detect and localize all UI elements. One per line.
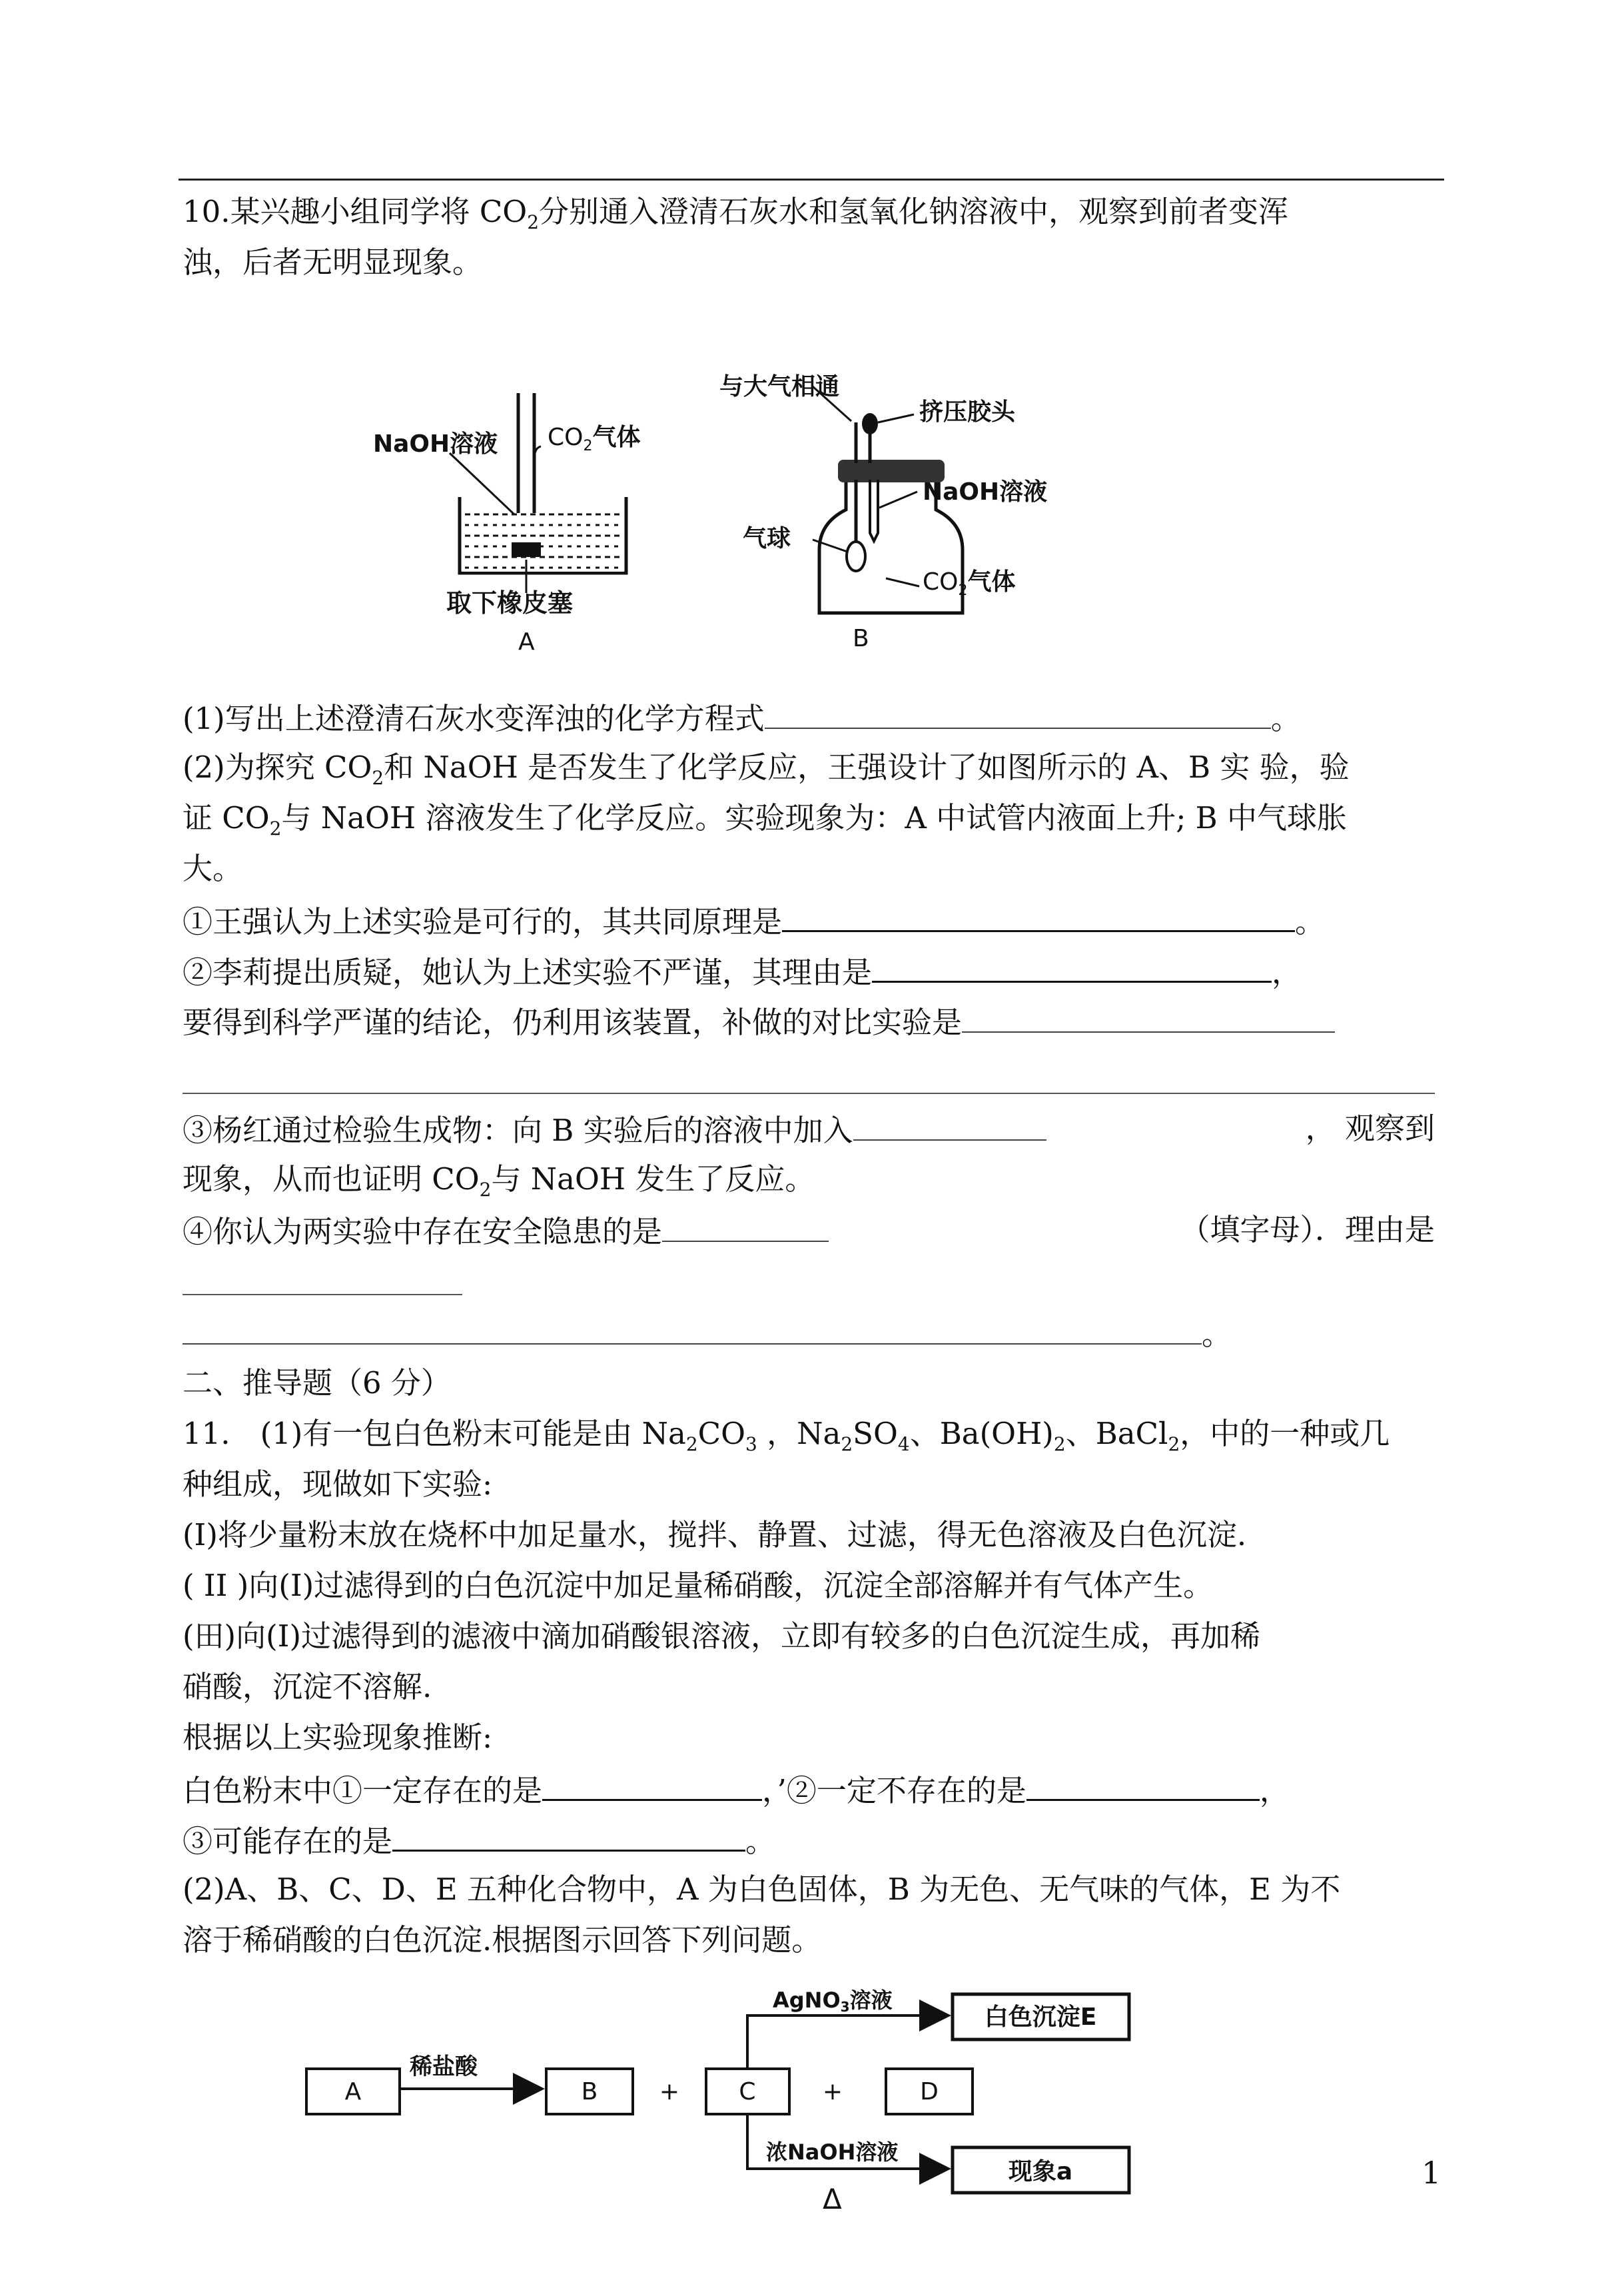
answer-blank-must-not-exist[interactable] xyxy=(1026,1768,1260,1801)
figure-b-caption: B xyxy=(853,625,869,652)
q11-infer: 根据以上实验现象推断: xyxy=(183,1720,493,1755)
box-e-label: 白色沉淀E xyxy=(984,2004,1097,2031)
q10-stem-line2: 浊，后者无明显现象。 xyxy=(183,245,483,280)
q10-sub4-b: 。 xyxy=(183,1313,1232,1355)
plus-sign-1: + xyxy=(659,2078,680,2105)
answer-blank-reason[interactable] xyxy=(872,950,1272,983)
answer-blank-may-exist[interactable] xyxy=(392,1819,745,1852)
answer-blank-control-exp[interactable] xyxy=(962,1001,1335,1033)
dropper-bulb xyxy=(862,413,878,434)
q10-sub3: ③杨红通过检验生成物：向 B 实验后的溶液中加入 ， 观察到 xyxy=(183,1109,1435,1151)
answer-blank-equation[interactable] xyxy=(765,697,1271,729)
header-rule xyxy=(179,179,1444,181)
label-co2-gas-b: $CO_2$气体 xyxy=(923,568,1016,599)
answer-blank-letter[interactable] xyxy=(662,1210,829,1242)
figure-b-apparatus xyxy=(719,366,1066,666)
label-balloon: 气球 xyxy=(743,525,791,552)
heat-symbol: Δ xyxy=(823,2183,842,2215)
label-naoh-solution: NaOH溶液 xyxy=(373,430,498,458)
q11-exp3: (田)向(I)过滤得到的滤液中滴加硝酸银溶液，立即有较多的白色沉淀生成，再加稀 xyxy=(183,1618,1261,1654)
section2-heading: 二、推导题（6 分） xyxy=(183,1365,451,1401)
reagent-dilute-hcl: 稀盐酸 xyxy=(410,2053,478,2080)
rubber-stopper xyxy=(512,542,541,557)
answer-blank-control-exp-cont[interactable] xyxy=(183,1093,1435,1094)
q10-part2-line1: (2)为探究 $CO_2$和 NaOH 是否发生了化学反应，王强设计了如图所示的 A、B 实 验，验 xyxy=(183,750,1350,789)
q10-sub4: ④你认为两实验中存在安全隐患的是 （填字母）．理由是 xyxy=(183,1210,1435,1252)
label-co2-gas: $CO_2$气体 xyxy=(548,424,641,454)
label-naoh-solution-b: NaOH溶液 xyxy=(923,478,1048,506)
label-squeeze-bulb: 挤压胶头 xyxy=(919,398,1016,426)
q10-sub3-b: 现象，从而也证明 $CO_2$与 NaOH 发生了反应。 xyxy=(183,1161,815,1201)
q10-sub2: ②李莉提出质疑，她认为上述实验不严谨，其理由是 ， xyxy=(183,950,1302,993)
figure-a-apparatus xyxy=(360,373,666,666)
answer-blank-must-exist[interactable] xyxy=(542,1768,762,1801)
answer-blank-safety-reason-cont[interactable] xyxy=(183,1313,1202,1345)
q10-part2-line2: 证 $CO_2$与 NaOH 溶液发生了化学反应。实验现象为：A 中试管内液面上升; B 中气球胀 xyxy=(183,800,1348,840)
q11-answer2: ③可能存在的是 。 xyxy=(183,1819,775,1862)
q10-part1: (1)写出上述澄清石灰水变浑浊的化学方程式 。 xyxy=(183,697,1301,739)
page-number: 1 xyxy=(1421,2155,1441,2191)
answer-blank-reagent[interactable] xyxy=(853,1109,1046,1141)
label-remove-stopper: 取下橡皮塞 xyxy=(446,588,574,618)
reagent-conc-naoh: 浓NaOH溶液 xyxy=(766,2139,899,2165)
figure-a-caption: A xyxy=(518,628,535,656)
answer-blank-principle[interactable] xyxy=(782,899,1295,932)
box-c-label: C xyxy=(739,2078,756,2105)
q11-line2: 种组成，现做如下实验: xyxy=(183,1466,493,1502)
q11-answer1: 白色粉末中①一定存在的是 ，’②一定不存在的是 ， xyxy=(183,1768,1290,1811)
box-a-label: A xyxy=(344,2078,362,2105)
reaction-flow-diagram xyxy=(280,1982,1212,2229)
q11-line1: 11. (1)有一包白色粉末可能是由 $Na_2CO_3$ ，$Na_2SO_4$、$Ba(OH)_2$、BaCl$_2$，中的一种或几 xyxy=(183,1416,1390,1455)
box-b-label: B xyxy=(581,2078,598,2105)
q11-exp2: ( II )向(I)过滤得到的白色沉淀中加足量稀硝酸，沉淀全部溶解并有气体产生。 xyxy=(183,1568,1214,1603)
arrow-c-to-e xyxy=(747,2015,946,2067)
q11-part2-line1: (2)A、B、C、D、E 五种化合物中，A 为白色固体，B 为无色、无气味的气体，E 为不 xyxy=(183,1872,1341,1907)
dropper-tube xyxy=(870,480,878,541)
q11-exp1: (I)将少量粉末放在烧杯中加足量水，搅拌、静置、过滤，得无色溶液及白色沉淀. xyxy=(183,1517,1247,1552)
box-phenomenon-label: 现象a xyxy=(1008,2158,1073,2185)
balloon xyxy=(847,542,865,571)
q10-stem-line1: 10.某兴趣小组同学将 $CO_2$分别通入澄清石灰水和氢氧化钠溶液中，观察到前者变浑 xyxy=(183,194,1289,233)
box-d-label: D xyxy=(920,2078,939,2105)
q10-sub1: ①王强认为上述实验是可行的，其共同原理是 。 xyxy=(183,899,1325,942)
q10-sub2-b: 要得到科学严谨的结论，仍利用该装置，补做的对比实验是 xyxy=(183,1001,1335,1043)
reagent-agno3: AgNO3溶液 xyxy=(773,1988,893,2015)
q11-exp3-b: 硝酸，沉淀不溶解. xyxy=(183,1669,432,1704)
q11-part2-line2: 溶于稀硝酸的白色沉淀.根据图示回答下列问题。 xyxy=(183,1922,822,1958)
plus-sign-2: + xyxy=(822,2078,843,2105)
answer-blank-safety-reason[interactable] xyxy=(183,1294,462,1295)
label-open-to-air: 与大气相通 xyxy=(719,373,840,400)
q10-part2-line3: 大。 xyxy=(183,851,243,886)
